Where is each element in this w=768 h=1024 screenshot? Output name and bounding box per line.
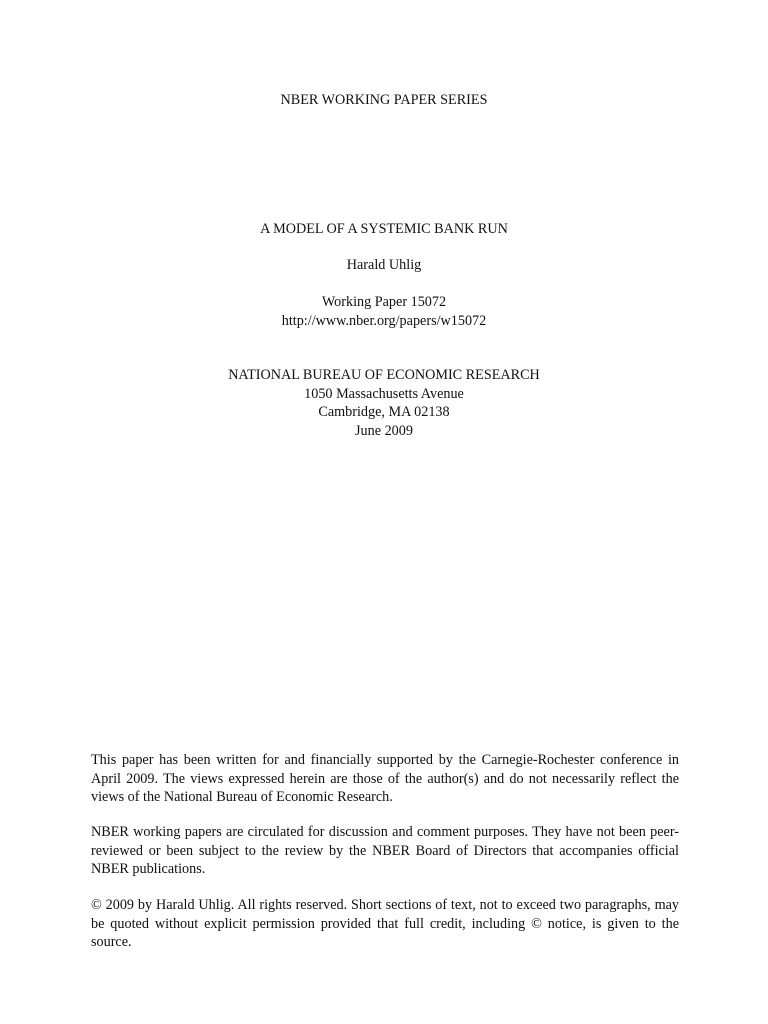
author-name: Harald Uhlig xyxy=(346,257,422,273)
copyright-note-text: © 2009 by Harald Uhlig. All rights reserved. Short sections of text, not to exceed two paragraphs, may be quoted without explicit permission provided that full credit, including © notice, is given to the source. xyxy=(91,897,679,951)
working-paper-number: Working Paper 15072 xyxy=(321,294,447,310)
series-heading xyxy=(0,91,768,110)
paper-url: http://www.nber.org/papers/w15072 xyxy=(281,312,487,329)
funding-note xyxy=(91,751,679,807)
funding-note-text: This paper has been written for and financially supported by the Carnegie-Rochester conference in April 2009. The views expressed herein are those of the author(s) and do not necessarily reflect the views of the National Bureau of Economic Research. xyxy=(91,752,679,806)
circulation-note-text: NBER working papers are circulated for discussion and comment purposes. They have not been peer-reviewed or been subject to the review by the NBER Board of Directors that accompanies official NBER publications. xyxy=(91,824,679,878)
institution-city: Cambridge, MA 02138 xyxy=(318,404,450,421)
circulation-note xyxy=(91,823,679,879)
publication-date: June 2009 xyxy=(355,422,413,439)
institution-name: NATIONAL BUREAU OF ECONOMIC RESEARCH xyxy=(228,367,540,383)
institution-block xyxy=(0,366,768,440)
paper-title xyxy=(0,220,768,239)
paper-title-text: A MODEL OF A SYSTEMIC BANK RUN xyxy=(260,221,508,237)
working-paper-info xyxy=(0,293,768,330)
copyright-note xyxy=(91,896,679,952)
paper-author xyxy=(0,256,768,275)
institution-street: 1050 Massachusetts Avenue xyxy=(304,385,464,402)
series-label: NBER WORKING PAPER SERIES xyxy=(280,92,488,108)
